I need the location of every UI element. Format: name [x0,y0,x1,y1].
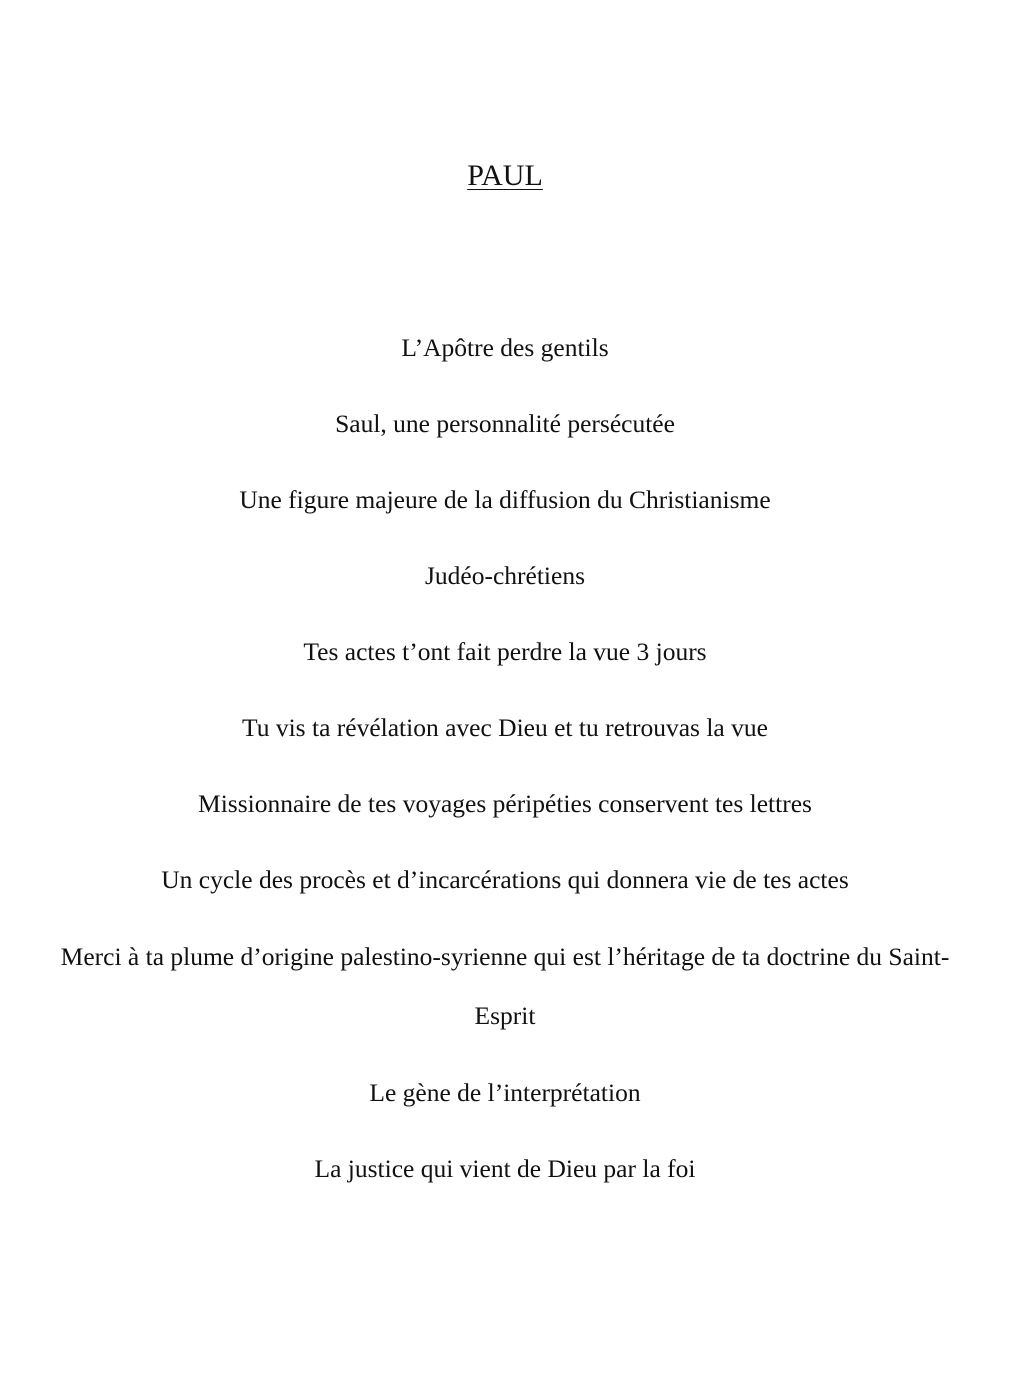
poem-line: L’Apôtre des gentils [401,333,609,362]
poem-line: Missionnaire de tes voyages péripéties conservent tes lettres [198,789,812,818]
poem-line: Tu vis ta révélation avec Dieu et tu retrouvas la vue [242,713,768,742]
poem-line: Le gène de l’interprétation [369,1078,641,1107]
poem-line: Une figure majeure de la diffusion du Christianisme [239,485,771,514]
poem-body [50,330,960,1227]
poem-line: Saul, une personnalité persécutée [335,409,675,438]
poem-line: Un cycle des procès et d’incarcérations qui donnera vie de tes actes [161,865,849,894]
poem-line: La justice qui vient de Dieu par la foi [314,1154,696,1183]
poem-line: Judéo-chrétiens [424,561,586,590]
page-title: PAUL [467,159,543,192]
poem-line: Tes actes t’ont fait perdre la vue 3 jours [303,637,707,666]
poem-line: Merci à ta plume d’origine palestino-syrienne qui est l’héritage de ta doctrine du Saint-Esprit [60,942,950,1030]
